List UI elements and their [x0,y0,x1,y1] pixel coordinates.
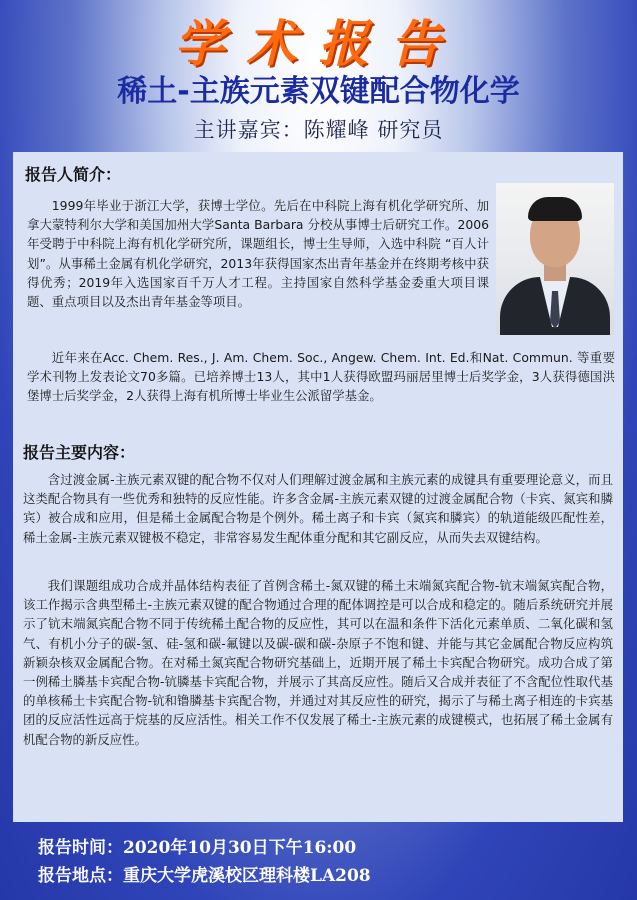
content-paragraph-2: 我们课题组成功合成并晶体结构表征了首例含稀土-氮双键的稀土末端氮宾配合物-钪末端氮宾配合物，该工作揭示含典型稀土-主族元素双键的配合物通过合理的配体调控是可以合成和稳定的。随后系统研究并展示了钪末端氮宾配合物不同于传统稀土配合物的反应性，其可以在温和条件下活化元素单质、二氧化碳和氢气、有机小分子的碳-氢、硅-氢和碳-氟键以及碳-碳和碳-杂原子不饱和键、并能与其它金属配合物反应构筑新颖杂核双金属配合物。在对稀土氮宾配合物研究基础上，近期开展了稀土卡宾配合物研究。成功合成了第一例稀土膦基卡宾配合物-钪膦基卡宾配合物，并展示了其高反应性。随后又合成并表征了不含配位性取代基的单核稀土卡宾配合物-钪和镥膦基卡宾配合物，并通过对其反应性的研究，揭示了与稀土离子相连的卡宾基团的反应活性远高于烷基的反应活性。相关工作不仅发展了稀土-主族元素的成键模式，也拓展了稀土金属有机配合物的新反应性。 [23,578,613,747]
talk-title: 稀土-主族元素双键配合物化学 [117,74,520,109]
bio-paragraph-2: 近年来在Acc. Chem. Res., J. Am. Chem. Soc., Angew. Chem. Int. Ed.和Nat. Commun. 等重要学术刊物上发表论文70多篇。已培养博士13人，其中1人获得欧盟玛丽居里博士后奖学金，3人获得德国洪堡博士后奖学金，2人获得上海有机所博士毕业生公派留学基金。 [27,350,615,404]
content-paragraph-1: 含过渡金属-主族元素双键的配合物不仅对人们理解过渡金属和主族元素的成键具有重要理论意义，而且这类配合物具有一些优秀和独特的反应性能。许多含金属-主族元素双键的过渡金属配合物（卡宾、氮宾和膦宾）被合成和应用，但是稀土金属配合物是个例外。稀土离子和卡宾（氮宾和膦宾）的轨道能级匹配性差，稀土金属-主族元素双键极不稳定，非常容易发生配体重分配和其它副反应，从而失去双键结构。 [23,472,613,545]
speaker-portrait-icon [496,183,614,335]
main-title: 学术报告 [174,14,463,73]
poster-header [0,0,637,150]
speaker-line: 主讲嘉宾：陈耀峰 研究员 [193,118,444,142]
content-heading: 报告主要内容： [23,443,136,462]
bio-paragraph-1: 1999年毕业于浙江大学，获博士学位。先后在中科院上海有机化学研究所、加拿大蒙特利尔大学和美国加州大学Santa Barbara 分校从事博士后研究工作。2006年受聘于中科院上海有机化学研究所，课题组长，博士生导师，入选中科院 “百人计划”。从事稀土金属有机化学研究，2013年获得国家杰出青年基金并在终期考核中获得优秀；2019年入选国家百千万人才工程。主持国家自然科学基金委重大项目课题、重点项目以及杰出青年基金等项目。 [27,198,489,310]
bio-heading: 报告人简介： [25,165,122,184]
talk-time: 报告时间：2020年10月30日下午16:00 [38,838,357,858]
talk-location: 报告地点：重庆大学虎溪校区理科楼LA208 [38,866,371,886]
content-panel [13,152,623,822]
